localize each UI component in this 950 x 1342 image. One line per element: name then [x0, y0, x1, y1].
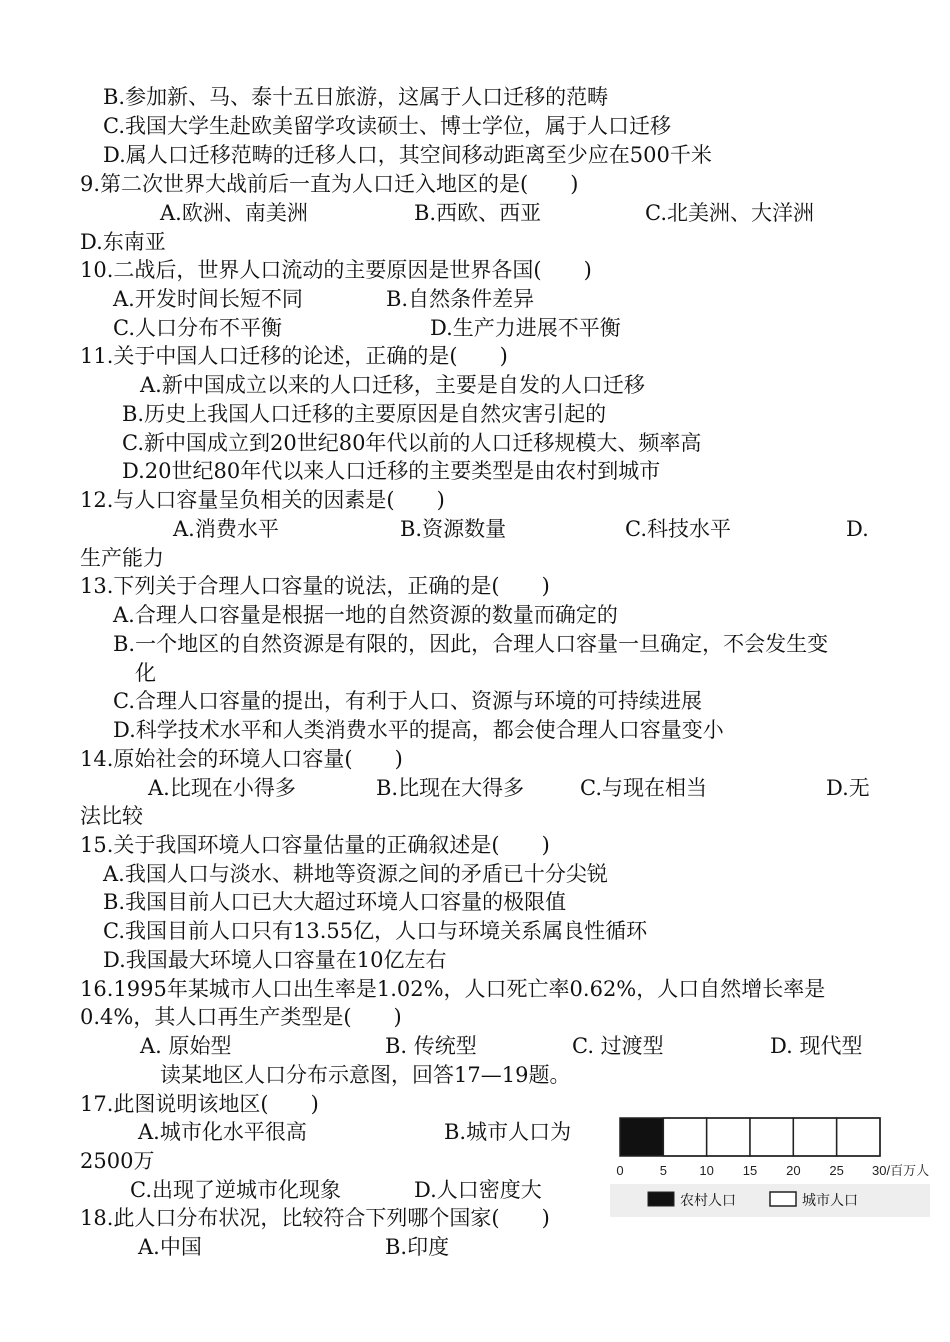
legend-rural-swatch [648, 1192, 674, 1206]
question-12: 12.与人口容量呈负相关的因素是( ) [80, 488, 445, 512]
axis-tick-label: 15 [742, 1163, 758, 1178]
option-b: B. 传统型 [385, 1034, 477, 1058]
option-b: B.一个地区的自然资源是有限的，因此，合理人口容量一旦确定，不会发生变 [113, 632, 829, 656]
option-c: C.出现了逆城市化现象 [130, 1178, 341, 1202]
legend-rural-label: 农村人口 [680, 1193, 736, 1209]
question-9: 9.第二次世界大战前后一直为人口迁入地区的是( ) [80, 172, 579, 196]
urban-population-segment [663, 1118, 706, 1156]
option-b-continued: 化 [135, 661, 156, 685]
question-17: 17.此图说明该地区( ) [80, 1092, 319, 1116]
option-a: A. 原始型 [140, 1034, 232, 1058]
option-a: A.开发时间长短不同 [113, 287, 303, 311]
question-11: 11.关于中国人口迁移的论述，正确的是( ) [80, 344, 508, 368]
option-d: D.人口密度大 [414, 1178, 542, 1202]
legend-urban-swatch [770, 1192, 796, 1206]
axis-tick-label: 5 [659, 1163, 667, 1178]
rural-population-segment [620, 1118, 663, 1156]
option-b: B.印度 [385, 1235, 450, 1259]
option-b: B.西欧、西亚 [414, 201, 542, 225]
option-c: C.与现在相当 [580, 776, 707, 800]
option-d: D.无 [826, 776, 870, 800]
option-a: A.欧洲、南美洲 [160, 201, 308, 225]
option-b: B.资源数量 [400, 517, 507, 541]
option-d-continued: 生产能力 [80, 546, 164, 570]
axis-tick-label: 10 [699, 1163, 714, 1178]
urban-population-segment [793, 1118, 836, 1156]
option-a: A.合理人口容量是根据一地的自然资源的数量而确定的 [113, 603, 618, 627]
text-line: C.我国大学生赴欧美留学攻读硕士、博士学位，属于人口迁移 [103, 114, 671, 138]
option-a: A.消费水平 [173, 517, 279, 541]
option-d: D.科学技术水平和人类消费水平的提高，都会使合理人口容量变小 [113, 718, 724, 742]
option-c: C.新中国成立到20世纪80年代以前的人口迁移规模大、频率高 [122, 431, 702, 455]
urban-population-segment [837, 1118, 880, 1156]
option-d: D. 现代型 [770, 1034, 863, 1058]
option-b: B.自然条件差异 [386, 287, 535, 311]
axis-tick-label: 25 [829, 1163, 844, 1178]
option-b: B.我国目前人口已大大超过环境人口容量的极限值 [103, 890, 567, 914]
urban-population-segment [707, 1118, 750, 1156]
option-b: B.比现在大得多 [376, 776, 525, 800]
question-16: 16.1995年某城市人口出生率是1.02%，人口死亡率0.62%，人口自然增长率是 [80, 977, 826, 1001]
option-b: B.历史上我国人口迁移的主要原因是自然灾害引起的 [122, 402, 607, 426]
question-16-continued: 0.4%，其人口再生产类型是( ) [80, 1005, 402, 1029]
option-c: C.科技水平 [625, 517, 731, 541]
axis-tick-label: 0 [616, 1163, 624, 1178]
option-c: C.合理人口容量的提出，有利于人口、资源与环境的可持续进展 [113, 689, 702, 713]
question-15: 15.关于我国环境人口容量估量的正确叙述是( ) [80, 833, 550, 857]
option-a: A.新中国成立以来的人口迁移，主要是自发的人口迁移 [140, 373, 645, 397]
option-d: D.生产力进展不平衡 [430, 316, 621, 340]
option-b: B.城市人口为 [444, 1120, 572, 1144]
population-bar-diagram [610, 1112, 930, 1217]
urban-population-segment [750, 1118, 793, 1156]
option-d: D.20世纪80年代以来人口迁移的主要类型是由农村到城市 [122, 459, 661, 483]
option-d: D. [846, 517, 869, 541]
option-b-continued: 2500万 [80, 1149, 155, 1173]
option-a: A.中国 [138, 1235, 202, 1259]
axis-tick-label: 20 [786, 1163, 801, 1178]
question-13: 13.下列关于合理人口容量的说法，正确的是( ) [80, 574, 550, 598]
population-distribution-figure [610, 1112, 930, 1217]
option-a: A.比现在小得多 [148, 776, 296, 800]
option-d: D.我国最大环境人口容量在10亿左右 [103, 948, 447, 972]
option-c: C. 过渡型 [572, 1034, 664, 1058]
option-a: A.城市化水平很高 [138, 1120, 307, 1144]
figure-instruction: 读某地区人口分布示意图，回答17—19题。 [160, 1063, 571, 1087]
text-line: B.参加新、马、泰十五日旅游，这属于人口迁移的范畴 [103, 85, 609, 109]
option-a: A.我国人口与淡水、耕地等资源之间的矛盾已十分尖锐 [103, 862, 608, 886]
option-c: C.北美洲、大洋洲 [645, 201, 814, 225]
axis-tick-label: 30/百万人 [872, 1163, 930, 1178]
question-14: 14.原始社会的环境人口容量( ) [80, 747, 403, 771]
option-c: C.人口分布不平衡 [113, 316, 282, 340]
legend-urban-label: 城市人口 [802, 1193, 858, 1209]
question-18: 18.此人口分布状况，比较符合下列哪个国家( ) [80, 1206, 550, 1230]
option-d: D.东南亚 [80, 230, 166, 254]
option-c: C.我国目前人口只有13.55亿，人口与环境关系属良性循环 [103, 919, 648, 943]
option-d-continued: 法比较 [80, 804, 143, 828]
question-10: 10.二战后，世界人口流动的主要原因是世界各国( ) [80, 258, 592, 282]
text-line: D.属人口迁移范畴的迁移人口，其空间移动距离至少应在500千米 [103, 143, 712, 167]
